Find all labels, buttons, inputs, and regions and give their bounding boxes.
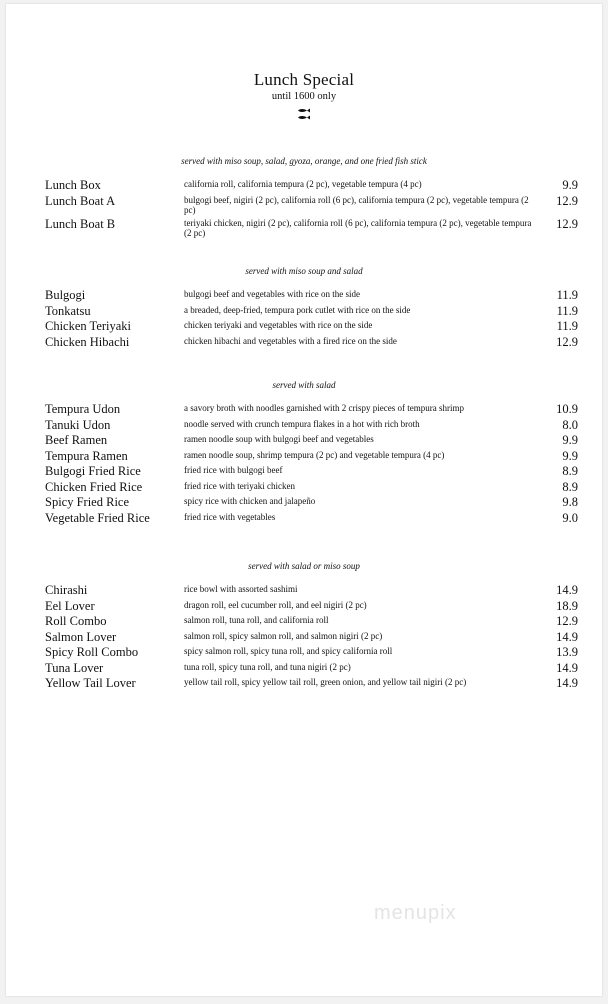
menu-item-row (6, 217, 602, 240)
item-price: 12.9 (556, 614, 578, 628)
item-price: 8.0 (562, 417, 578, 432)
item-price: 9.9 (562, 433, 578, 447)
menu-item-row (6, 645, 602, 661)
item-description: dragon roll, eel cucumber roll, and eel nigiri (2 pc) (184, 599, 367, 610)
item-price: 18.9 (556, 598, 578, 613)
item-price: 11.9 (556, 319, 578, 333)
item-name: Beef Ramen (45, 433, 108, 447)
item-name: Roll Combo (45, 614, 107, 628)
item-name: Lunch Boat A (45, 193, 116, 208)
item-name: Eel Lover (45, 598, 95, 613)
item-description: ramen noodle soup, shrimp tempura (2 pc) and vegetable tempura (4 pc) (184, 449, 445, 460)
section-note: served with salad or miso soup (248, 561, 360, 571)
two-fish-icon (296, 107, 312, 121)
item-price: 9.0 (562, 510, 578, 525)
menu-item-row (6, 304, 602, 320)
menu-item-row (6, 418, 602, 434)
item-description: ramen noodle soup with bulgogi beef and vegetables (184, 434, 374, 444)
item-description: chicken hibachi and vegetables with a fired rice on the side (184, 335, 397, 346)
section-combo-boxes (6, 156, 602, 240)
item-name: Bulgogi Fried Rice (45, 464, 141, 478)
item-description: noodle served with crunch tempura flakes in a hot with rich broth (184, 418, 420, 429)
section-entrees (6, 266, 602, 350)
item-price: 13.9 (556, 645, 578, 659)
item-name: Chicken Hibachi (45, 334, 130, 349)
item-name: Salmon Lover (45, 629, 117, 644)
item-description: fried rice with bulgogi beef (184, 465, 283, 475)
section-noodles-rice (6, 380, 602, 526)
item-price: 10.9 (556, 402, 578, 416)
item-name: Yellow Tail Lover (45, 676, 136, 690)
item-name: Chirashi (45, 583, 88, 597)
item-description: bulgogi beef, nigiri (2 pc), california roll (6 pc), california tempura (2 pc), vegetable tempura (2 pc) (184, 194, 529, 215)
menu-item-row (6, 335, 602, 351)
item-name: Chicken Fried Rice (45, 479, 143, 494)
item-description: california roll, california tempura (2 pc), vegetable tempura (4 pc) (184, 179, 422, 189)
item-price: 14.9 (556, 676, 578, 690)
menu-item-row (6, 676, 602, 692)
item-description: fried rice with vegetables (184, 511, 276, 522)
item-name: Spicy Fried Rice (45, 495, 130, 509)
item-name: Tonkatsu (45, 303, 91, 318)
menu-item-row (6, 630, 602, 646)
menu-item-row (6, 495, 602, 511)
menu-item-row (6, 194, 602, 217)
item-price: 14.9 (556, 660, 578, 675)
item-description: rice bowl with assorted sashimi (184, 584, 298, 594)
item-description: teriyaki chicken, nigiri (2 pc), california roll (6 pc), california tempura (2 pc), vegetable tempura (2 pc) (184, 217, 532, 238)
item-price: 11.9 (556, 288, 578, 302)
item-price: 12.9 (556, 193, 578, 208)
menu-item-row (6, 402, 602, 418)
item-name: Tempura Udon (45, 402, 121, 416)
item-name: Vegetable Fried Rice (45, 510, 150, 525)
item-name: Tempura Ramen (45, 448, 128, 463)
menu-item-row (6, 319, 602, 335)
menu-item-row (6, 599, 602, 615)
item-description: tuna roll, spicy tuna roll, and tuna nigiri (2 pc) (184, 661, 351, 672)
menu-item-row (6, 661, 602, 677)
item-price: 12.9 (556, 334, 578, 349)
menu-item-row (6, 614, 602, 630)
item-description: salmon roll, spicy salmon roll, and salmon nigiri (2 pc) (184, 630, 383, 641)
menu-page (6, 4, 602, 996)
item-name: Spicy Roll Combo (45, 645, 139, 659)
menu-item-row (6, 288, 602, 304)
menu-item-row (6, 583, 602, 599)
item-description: yellow tail roll, spicy yellow tail roll, green onion, and yellow tail nigiri (2 pc) (184, 677, 467, 687)
item-description: salmon roll, tuna roll, and california roll (184, 615, 329, 625)
item-price: 9.9 (562, 448, 578, 463)
item-name: Lunch Boat B (45, 216, 116, 231)
item-description: a savory broth with noodles garnished with 2 crispy pieces of tempura shrimp (184, 403, 464, 413)
item-price: 9.8 (562, 495, 578, 509)
item-price: 11.9 (556, 303, 578, 318)
item-description: a breaded, deep-fried, tempura pork cutlet with rice on the side (184, 304, 411, 315)
item-price: 12.9 (556, 216, 578, 231)
section-sushi-combos (6, 561, 602, 692)
menu-item-row (6, 511, 602, 527)
menu-title: Lunch Special (253, 70, 355, 89)
menu-item-row (6, 178, 602, 194)
item-name: Bulgogi (45, 288, 86, 302)
item-description: bulgogi beef and vegetables with rice on the side (184, 289, 360, 299)
menu-header (6, 70, 602, 121)
menu-item-row (6, 449, 602, 465)
item-name: Lunch Box (45, 178, 101, 192)
item-description: spicy rice with chicken and jalapeño (184, 496, 316, 506)
item-price: 14.9 (556, 583, 578, 597)
item-name: Chicken Teriyaki (45, 319, 132, 333)
section-note: served with miso soup, salad, gyoza, orange, and one fried fish stick (181, 156, 427, 166)
item-description: fried rice with teriyaki chicken (184, 480, 295, 491)
menu-item-row (6, 464, 602, 480)
section-note: served with miso soup and salad (245, 266, 363, 276)
menu-item-row (6, 480, 602, 496)
item-price: 8.9 (562, 479, 578, 494)
watermark-text: menupix (374, 902, 457, 924)
item-name: Tuna Lover (45, 660, 104, 675)
item-price: 8.9 (562, 464, 578, 478)
item-name: Tanuki Udon (45, 417, 111, 432)
menu-subtitle: until 1600 only (271, 91, 337, 102)
item-price: 14.9 (556, 629, 578, 644)
section-note: served with salad (272, 380, 336, 390)
item-description: chicken teriyaki and vegetables with rice on the side (184, 320, 373, 330)
item-description: spicy salmon roll, spicy tuna roll, and spicy california roll (184, 646, 393, 656)
item-price: 9.9 (562, 178, 578, 192)
menu-item-row (6, 433, 602, 449)
